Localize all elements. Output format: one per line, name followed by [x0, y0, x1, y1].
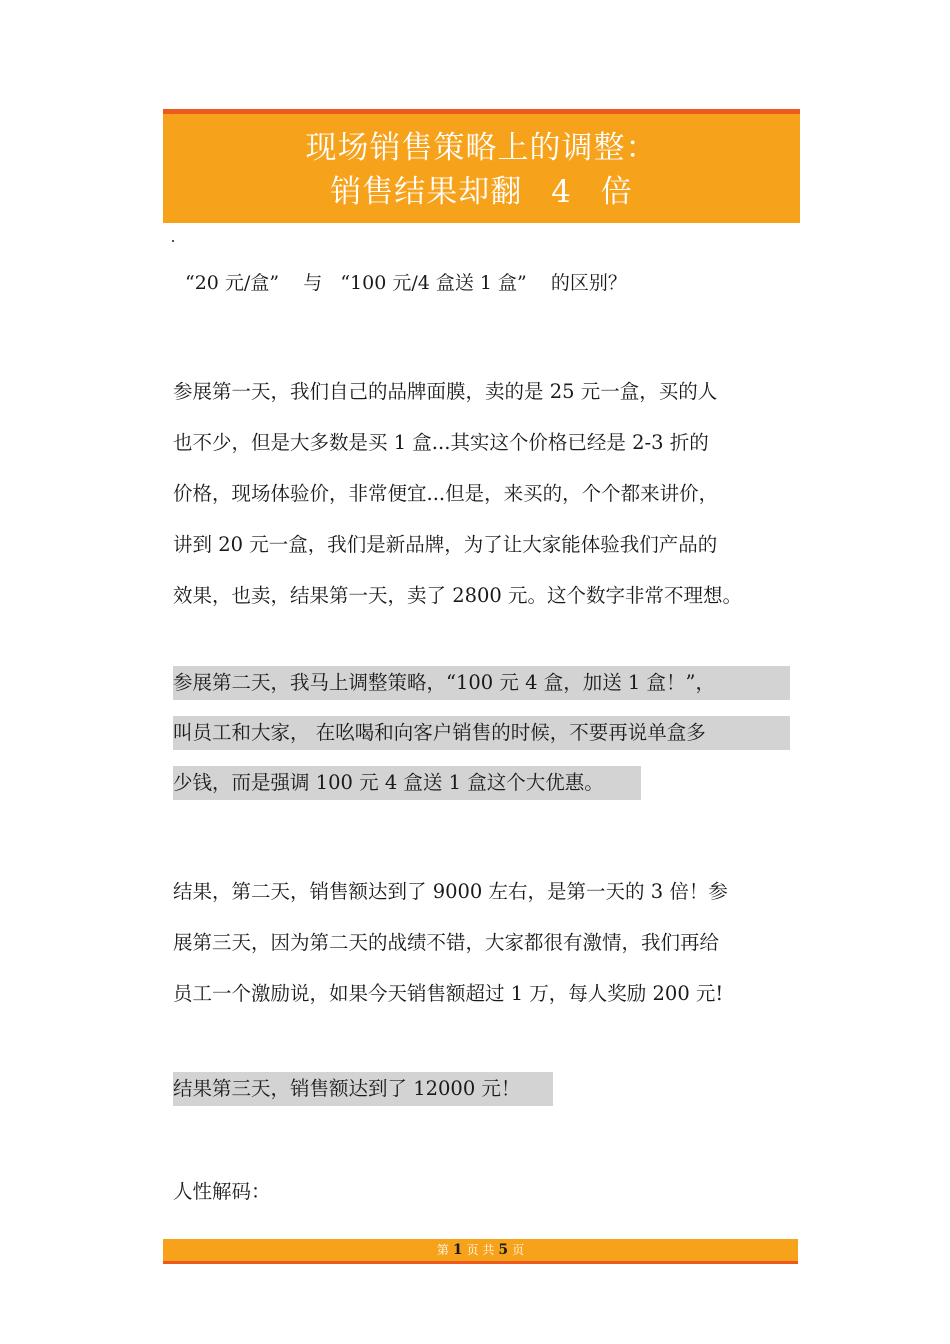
footer-page-number: 1: [452, 1242, 463, 1258]
page-footer: [163, 1239, 798, 1264]
paragraph-line: 展第三天，因为第二天的战绩不错，大家都很有激情，我们再给: [173, 931, 720, 954]
subtitle-question: “20 元/盒” 与 “100 元/4 盒送 1 盒” 的区别？: [185, 272, 627, 294]
paragraph-day2-highlighted: [173, 666, 790, 816]
highlighted-line: 少钱，而是强调 100 元 4 盒送 1 盒这个大优惠。: [173, 766, 641, 800]
footer-middle: 页 共: [466, 1243, 495, 1257]
footer-suffix: 页: [512, 1243, 525, 1257]
title-line-2: 销售结果却翻 4 倍: [330, 174, 633, 210]
footer-total-pages: 5: [498, 1242, 509, 1258]
paragraph-line: 价格，现场体验价，非常便宜...但是，来买的，个个都来讲价，: [173, 482, 719, 505]
highlighted-line: 结果第三天，销售额达到了 12000 元！: [173, 1072, 553, 1106]
paragraph-line: 也不少，但是大多数是买 1 盒...其实这个价格已经是 2-3 折的: [173, 431, 709, 454]
title-line-1: 现场销售策略上的调整：: [305, 130, 658, 166]
highlighted-line: 参展第二天，我马上调整策略，“100 元 4 盒，加送 1 盒！”，: [173, 666, 790, 700]
paragraph-line: 讲到 20 元一盒，我们是新品牌，为了让大家能体验我们产品的: [173, 533, 718, 556]
paragraph-day1: [173, 366, 793, 621]
result-day3-highlighted: [173, 1072, 553, 1122]
paragraph-day3: [173, 866, 793, 1019]
title-banner: [163, 109, 800, 223]
footer-prefix: 第: [436, 1243, 449, 1257]
paragraph-line: 结果，第二天，销售额达到了 9000 左右，是第一天的 3 倍！参: [173, 880, 728, 903]
paragraph-line: 员工一个激励说，如果今天销售额超过 1 万，每人奖励 200 元!: [173, 982, 724, 1005]
paragraph-line: 参展第一天，我们自己的品牌面膜，卖的是 25 元一盒，买的人: [173, 380, 718, 403]
stray-dot: [172, 240, 174, 242]
section-heading: 人性解码：: [173, 1180, 271, 1203]
highlighted-line: 叫员工和大家， 在吆喝和向客户销售的时候，不要再说单盒多: [173, 716, 790, 750]
paragraph-line: 效果，也卖，结果第一天，卖了 2800 元。这个数字非常不理想。: [173, 584, 743, 607]
